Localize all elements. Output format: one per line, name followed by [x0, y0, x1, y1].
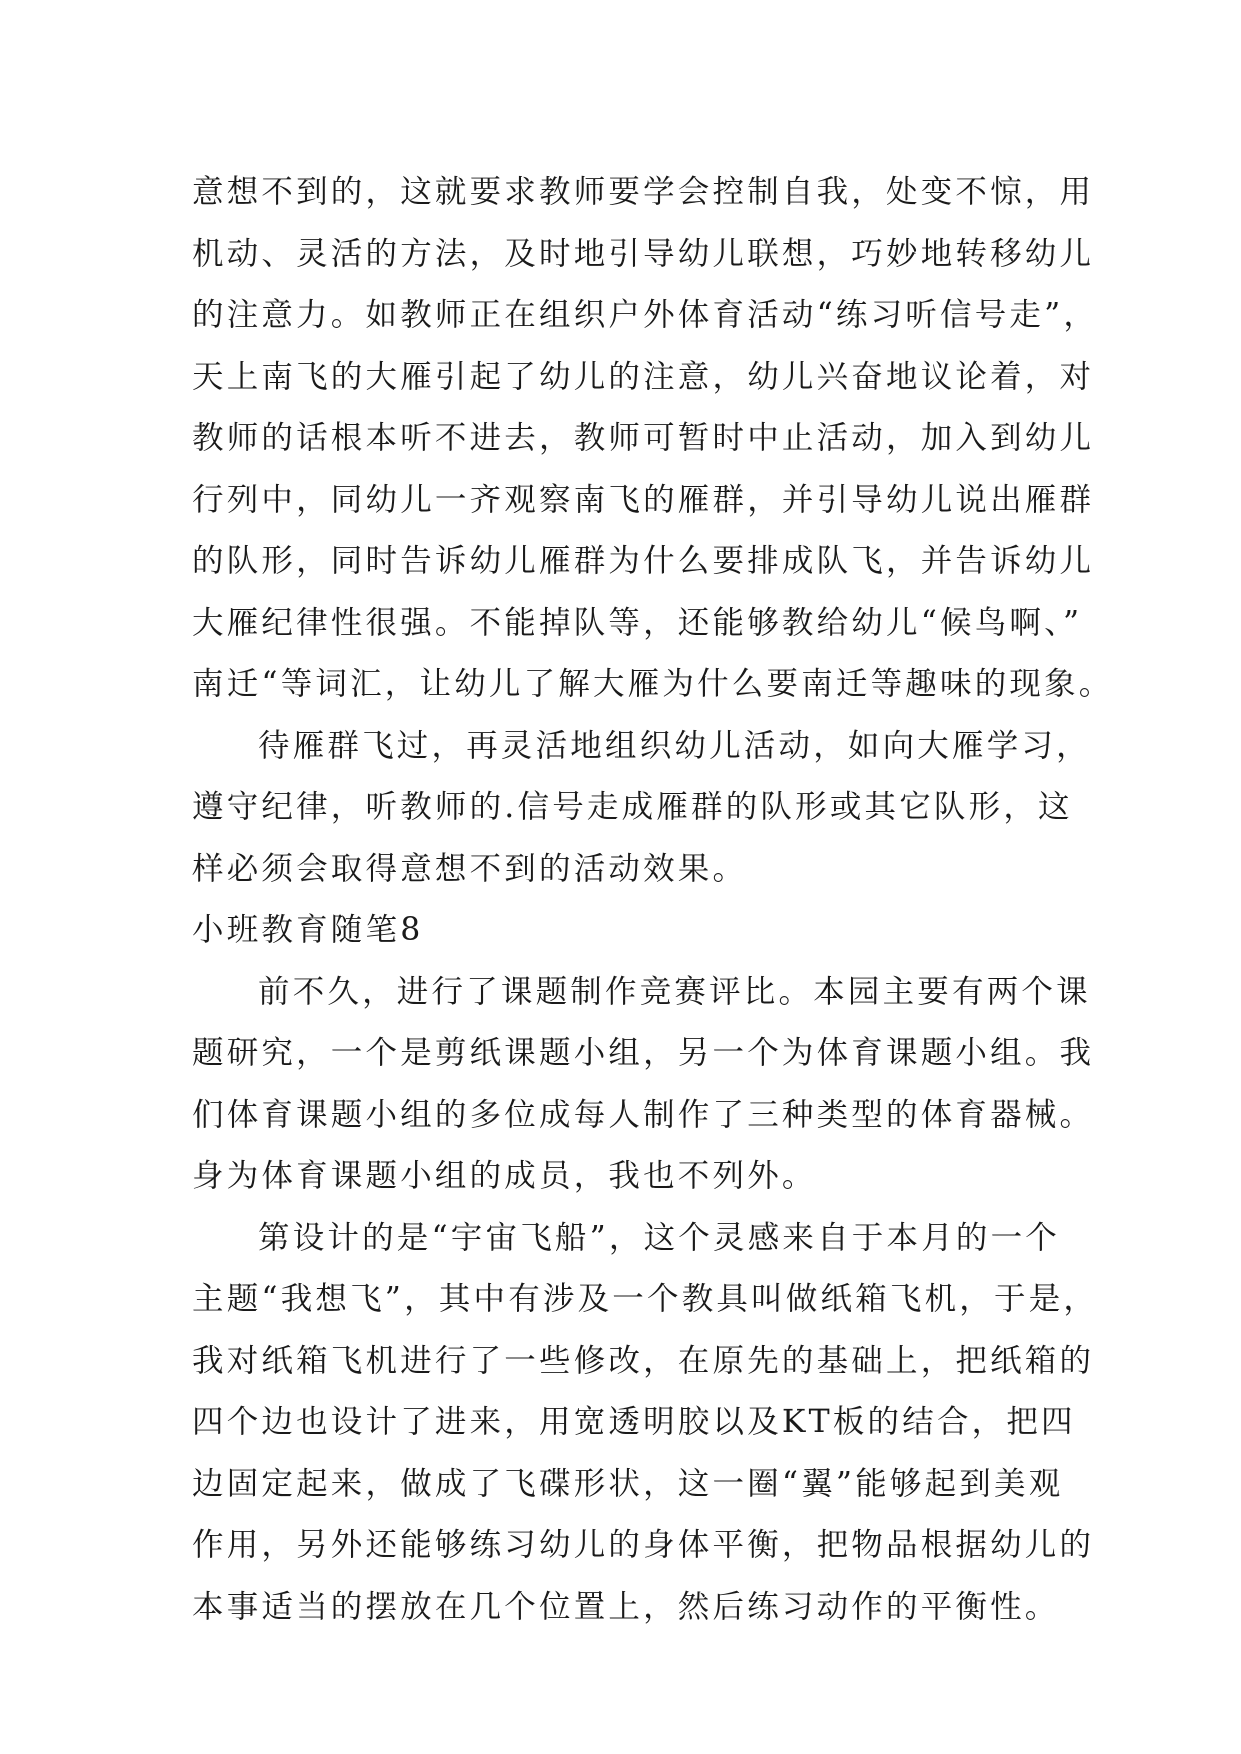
text-line: 题研究，一个是剪纸课题小组，另一个为体育课题小组。我 — [192, 1035, 1095, 1071]
text-line: 大雁纪律性很强。不能掉队等，还能够教给幼儿“候鸟啊、” — [192, 604, 1083, 641]
text-line: 我对纸箱飞机进行了一些修改，在原先的基础上，把纸箱的 — [192, 1342, 1095, 1379]
text-line: 本事适当的摆放在几个位置上，然后练习动作的平衡性。 — [192, 1588, 1060, 1625]
text-line: 作用，另外还能够练习幼儿的身体平衡，把物品根据幼儿的 — [192, 1527, 1095, 1563]
text-line: 边固定起来，做成了飞碟形状，这一圈“翼”能够起到美观 — [192, 1465, 1064, 1502]
body-text — [192, 162, 1114, 1638]
text-line: 们体育课题小组的多位成每人制作了三种类型的体育器械。 — [192, 1096, 1095, 1133]
text-line: 遵守纪律，听教师的.信号走成雁群的队形或其它队形，这 — [192, 789, 1073, 825]
text-line: 的注意力。如教师正在组织户外体育活动“练习听信号走”， — [192, 297, 1099, 333]
paragraph-start-line: 第设计的是“宇宙飞船”，这个灵感来自于本月的一个 — [258, 1219, 1061, 1256]
text-line: 样必须会取得意想不到的活动效果。 — [192, 850, 748, 887]
text-line: 四个边也设计了进来，用宽透明胶以及KT板的结合，把四 — [192, 1404, 1076, 1440]
text-line: 身为体育课题小组的成员，我也不列外。 — [192, 1158, 817, 1194]
paragraph-start-line: 待雁群飞过，再灵活地组织幼儿活动，如向大雁学习， — [258, 727, 1091, 764]
text-line: 意想不到的，这就要求教师要学会控制自我，处变不惊，用 — [192, 174, 1095, 210]
text-line: 主题“我想飞”，其中有涉及一个教具叫做纸箱飞机，于是， — [192, 1281, 1099, 1317]
section-heading: 小班教育随笔8 — [192, 912, 424, 948]
text-line: 南迁“等词汇，让幼儿了解大雁为什么要南迁等趣味的现象。 — [192, 666, 1114, 702]
text-line: 教师的话根本听不进去，教师可暂时中止活动，加入到幼儿 — [192, 420, 1095, 456]
text-line: 机动、灵活的方法，及时地引导幼儿联想，巧妙地转移幼儿 — [192, 235, 1095, 272]
text-line: 的队形，同时告诉幼儿雁群为什么要排成队飞，并告诉幼儿 — [192, 543, 1095, 579]
paragraph-start-line: 前不久，进行了课题制作竞赛评比。本园主要有两个课 — [258, 973, 1091, 1010]
text-line: 行列中，同幼儿一齐观察南飞的雁群，并引导幼儿说出雁群 — [192, 481, 1095, 518]
text-line: 天上南飞的大雁引起了幼儿的注意，幼儿兴奋地议论着，对 — [192, 358, 1095, 395]
